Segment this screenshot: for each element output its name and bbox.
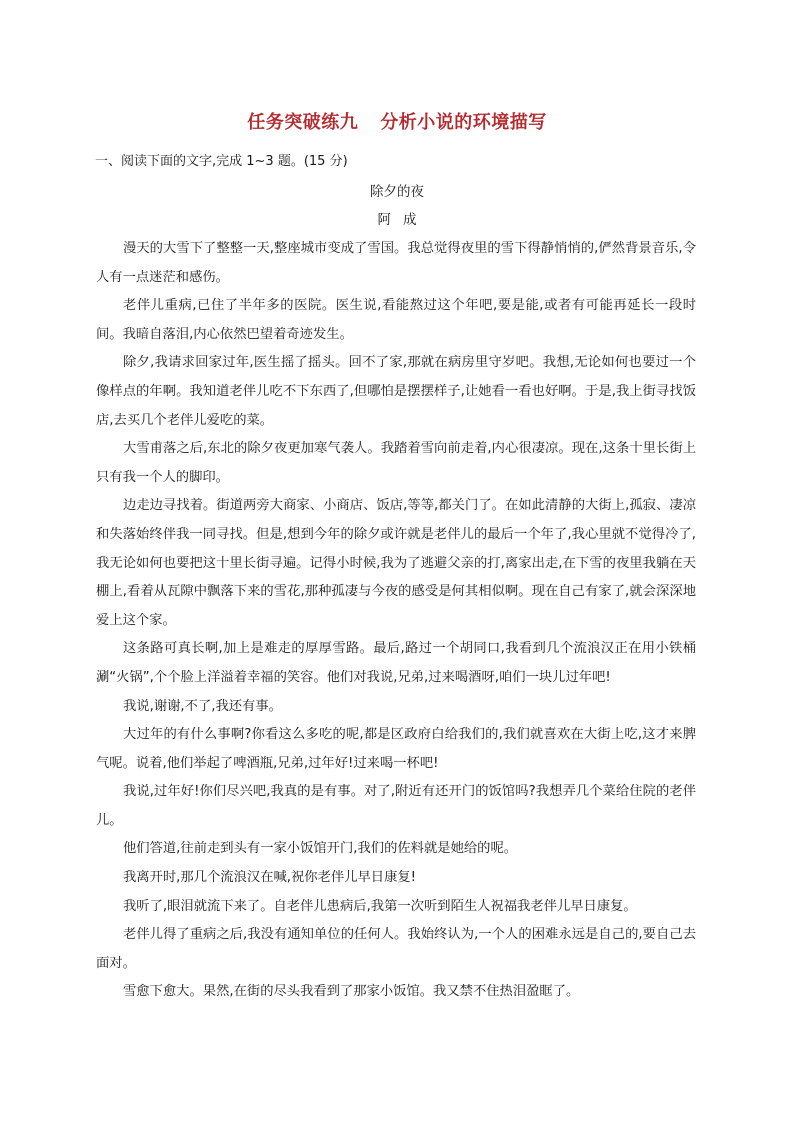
paragraph: 我离开时,那几个流浪汉在喊,祝你老伴儿早日康复!: [123, 870, 417, 886]
paragraph: 雪愈下愈大。果然,在街的尽头我看到了那家小饭馆。我又禁不住热泪盈眶了。: [123, 984, 580, 1000]
paragraph: 这条路可真长啊,加上是难走的厚厚雪路。最后,路过一个胡同口,我看到几个流浪汉正在用小铁桶涮“火锅”,个个脸上洋溢着幸福的笑容。他们对我说,兄弟,过来喝酒呀,咱们一块儿过年吧!: [96, 641, 696, 685]
document-title-part2: 分析小说的环境描写: [380, 112, 547, 133]
document-title-part1: 任务突破练九: [247, 112, 359, 133]
paragraph: 漫天的大雪下了整整一天,整座城市变成了雪国。我总觉得夜里的雪下得静悄悄的,俨然背景音乐,令人有一点迷茫和感伤。: [96, 241, 696, 285]
paragraph: 老伴儿得了重病之后,我没有通知单位的任何人。我始终认为,一个人的困难永远是自己的,要自己去面对。: [96, 927, 696, 971]
story-title: 除夕的夜: [370, 184, 424, 200]
story-body: [96, 235, 696, 1007]
paragraph: 除夕,我请求回家过年,医生摇了摇头。回不了家,那就在病房里守岁吧。我想,无论如何也要过一个像样点的年啊。我知道老伴儿吃不下东西了,但哪怕是摆摆样子,让她看一看也好啊。于是,我上街寻找饭店,去买几个老伴儿爱吃的菜。: [96, 355, 696, 428]
paragraph: 我说,过年好!你们尽兴吧,我真的是有事。对了,附近有还开门的饭馆吗?我想弄几个菜给住院的老伴儿。: [96, 784, 696, 828]
paragraph: 大过年的有什么事啊?你看这么多吃的呢,都是区政府白给我们的,我们就喜欢在大街上吃,这才来脾气呢。说着,他们举起了啤酒瓶,兄弟,过年好!过来喝一杯吧!: [96, 727, 696, 771]
paragraph: 我听了,眼泪就流下来了。自老伴儿患病后,我第一次听到陌生人祝福我老伴儿早日康复。: [123, 898, 637, 914]
paragraph: 我说,谢谢,不了,我还有事。: [123, 698, 282, 714]
paragraph: 大雪甫落之后,东北的除夕夜更加寒气袭人。我踏着雪向前走着,内心很凄凉。现在,这条十里长街上只有我一个人的脚印。: [96, 441, 696, 485]
paragraph: 边走边寻找着。街道两旁大商家、小商店、饭店,等等,都关门了。在如此清静的大街上,孤寂、凄凉和失落始终伴我一同寻找。但是,想到今年的除夕或许就是老伴儿的最后一个年了,我心里就不觉得冷了,我无论如何也要把这十里长街寻遍。记得小时候,我为了逃避父亲的打,离家出走,在下雪的夜里我躺在天棚上,看着从瓦隙中飘落下来的雪花,那种孤凄与今夜的感受是何其相似啊。现在自己有家了,就会深深地爱上这个家。: [96, 498, 696, 628]
document-title: [0, 108, 794, 134]
paragraph: 他们答道,往前走到头有一家小饭馆开门,我们的佐料就是她给的呢。: [123, 841, 518, 857]
paragraph: 老伴儿重病,已住了半年多的医院。医生说,看能熬过这个年吧,要是能,或者有可能再延长一段时间。我暗自落泪,内心依然巴望着奇迹发生。: [96, 298, 696, 342]
question-instruction: 一、阅读下面的文字,完成 1~3 题。(15 分): [95, 154, 348, 169]
story-author: 阿成: [377, 212, 429, 228]
